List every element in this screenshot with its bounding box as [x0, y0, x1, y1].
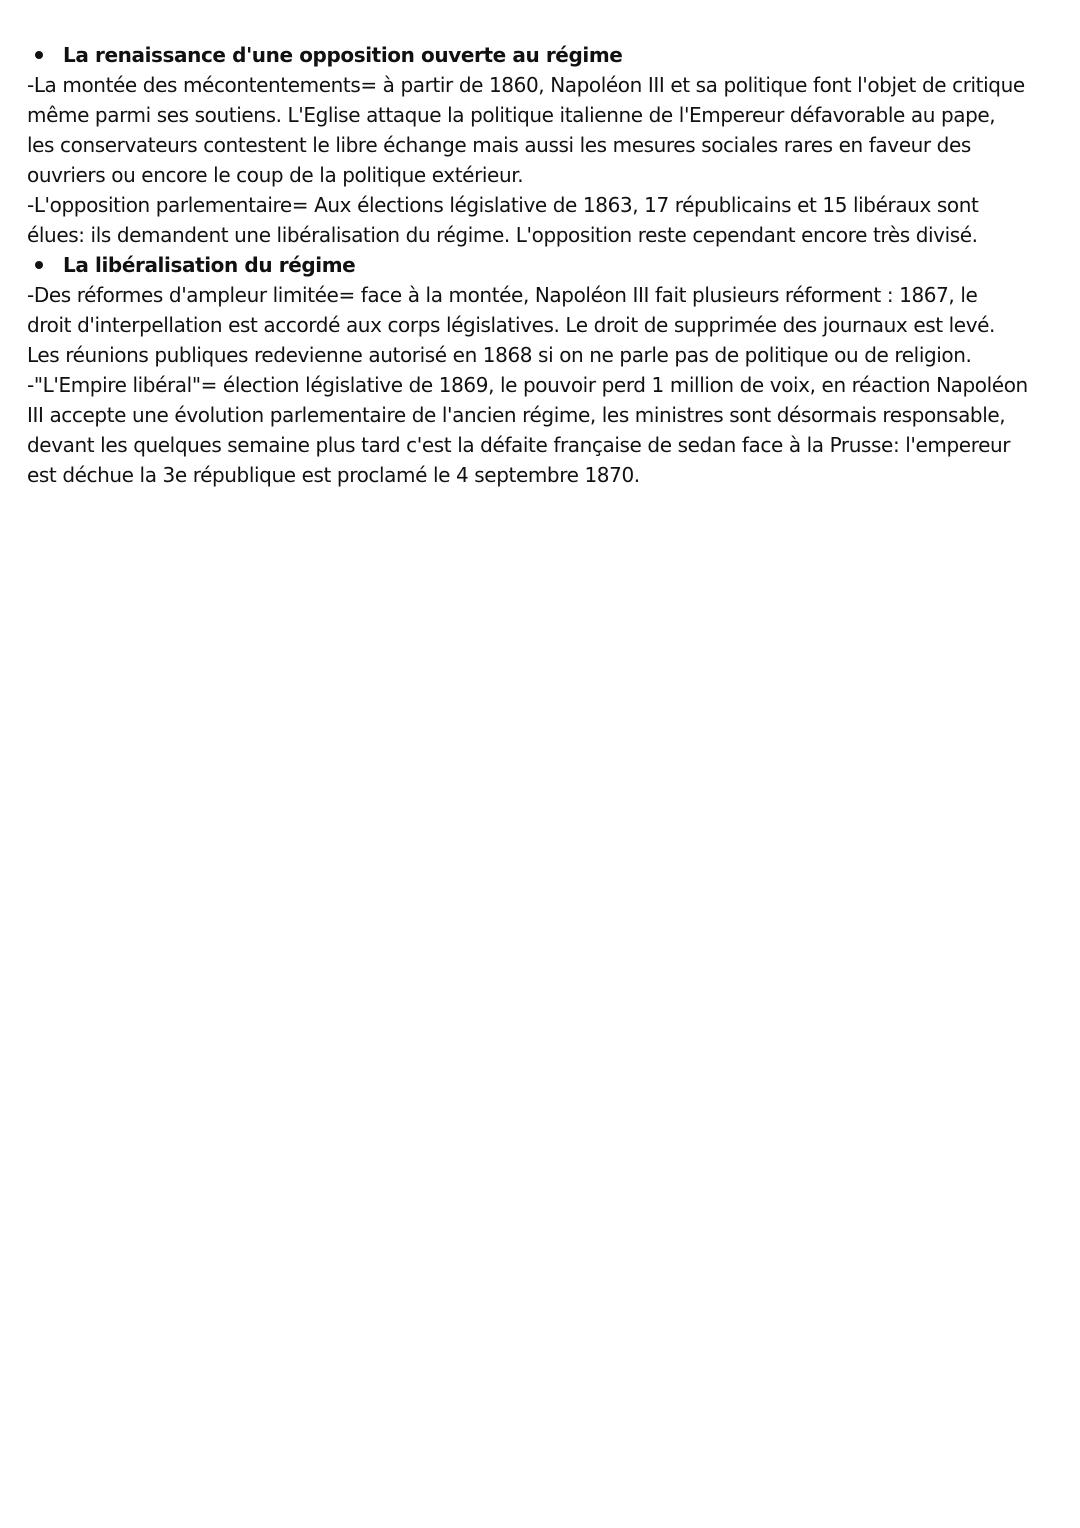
paragraph-line: -"L'Empire libéral"= élection législative de 1869, le pouvoir perd 1 million de voix, en réaction Napoléon — [27, 373, 1028, 397]
paragraph-line: même parmi ses soutiens. L'Eglise attaque la politique italienne de l'Empereur défavorable au pape, — [27, 103, 996, 127]
paragraph-line: est déchue la 3e république est proclamé le 4 septembre 1870. — [27, 463, 640, 487]
document-page — [27, 40, 1057, 490]
paragraph-line: Les réunions publiques redevienne autorisé en 1868 si on ne parle pas de politique ou de religion. — [27, 343, 972, 367]
section-heading-text: La renaissance d'une opposition ouverte au régime — [63, 43, 623, 67]
paragraph-line: -L'opposition parlementaire= Aux élections législative de 1863, 17 républicains et 15 libéraux sont — [27, 193, 979, 217]
paragraph-line: III accepte une évolution parlementaire de l'ancien régime, les ministres sont désormais responsable, — [27, 403, 1006, 427]
section-heading-text: La libéralisation du régime — [63, 253, 356, 277]
section-heading-liberalisation — [27, 250, 1057, 280]
paragraph-line: devant les quelques semaine plus tard c'est la défaite française de sedan face à la Prusse: l'empereur — [27, 433, 1011, 457]
paragraph-line: ouvriers ou encore le coup de la politique extérieur. — [27, 163, 524, 187]
paragraph-line: -Des réformes d'ampleur limitée= face à la montée, Napoléon III fait plusieurs réforment : 1867, le — [27, 283, 978, 307]
paragraph-line: droit d'interpellation est accordé aux corps législatives. Le droit de supprimée des journaux est levé. — [27, 313, 996, 337]
paragraph-line: élues: ils demandent une libéralisation du régime. L'opposition reste cependant encore très divisé. — [27, 223, 978, 247]
section-heading-opposition — [27, 40, 1057, 70]
paragraph-line: -La montée des mécontentements= à partir de 1860, Napoléon III et sa politique font l'objet de critique — [27, 73, 1025, 97]
paragraph-line: les conservateurs contestent le libre échange mais aussi les mesures sociales rares en faveur des — [27, 133, 971, 157]
bullet-icon — [35, 51, 43, 59]
bullet-icon — [35, 261, 43, 269]
